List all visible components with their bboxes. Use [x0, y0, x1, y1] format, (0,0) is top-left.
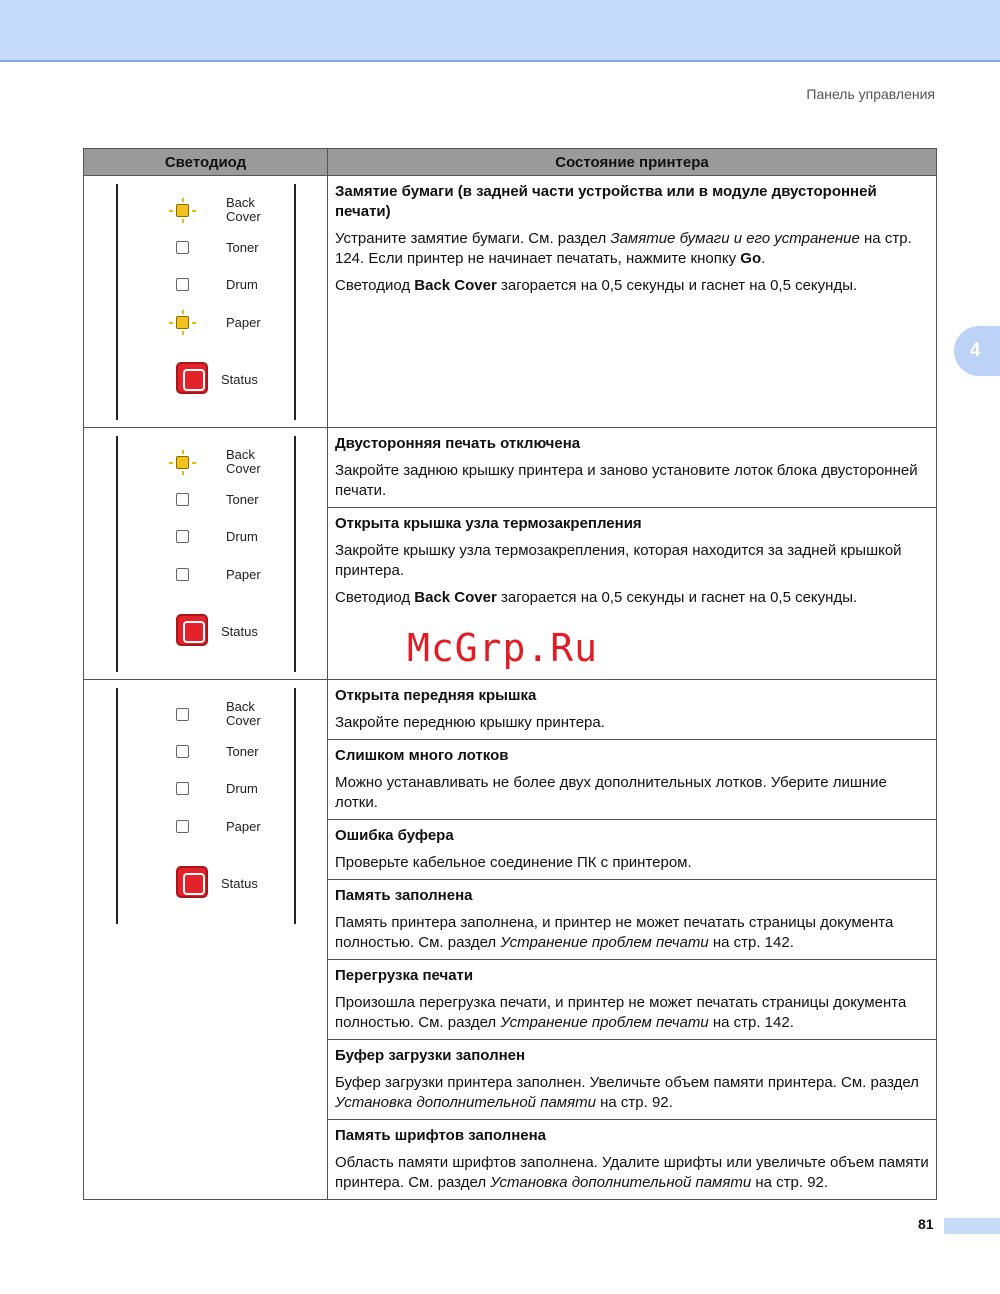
- drum-led-row: [176, 781, 258, 796]
- led-off-icon: [176, 568, 189, 581]
- state-title: Память шрифтов заполнена: [335, 1127, 547, 1144]
- state-title: Буфер загрузки заполнен: [335, 1047, 526, 1064]
- drum-led-row: [176, 277, 258, 292]
- paper-led-row: [176, 819, 261, 834]
- paper-led-row: [176, 315, 261, 330]
- state-description: Закройте заднюю крышку принтера и заново установите лоток блока двусторонней печати.: [335, 462, 918, 499]
- paper-label: Paper: [226, 315, 261, 330]
- toner-led-row: [176, 240, 259, 255]
- paper-led-row: [176, 567, 261, 582]
- led-panel-cell: [84, 680, 328, 1200]
- state-title: Перегрузка печати: [335, 967, 474, 984]
- led-off-icon: [176, 820, 189, 833]
- blinking-led-icon: [176, 316, 189, 329]
- led-off-icon: [176, 278, 189, 291]
- state-description: Произошла перегрузка печати, и принтер не может печатать страницы документа полностью. См. раздел Устранение проблем печати на стр. 142.: [335, 994, 907, 1031]
- state-description: Буфер загрузки принтера заполнен. Увеличьте объем памяти принтера. См. раздел Установка дополнительной памяти на стр. 92.: [335, 1074, 919, 1111]
- led-off-icon: [176, 493, 189, 506]
- state-description: Устраните замятие бумаги. См. раздел Замятие бумаги и его устранение на стр. 124. Если принтер не начинает печатать, нажмите кнопку Go.: [335, 230, 912, 267]
- led-panel-cell: [84, 176, 328, 428]
- back-cover-label: Back Cover: [226, 699, 261, 728]
- state-front-cover-open: [328, 680, 936, 740]
- back-cover-led-row: [176, 699, 261, 728]
- status-label: Status: [221, 624, 258, 639]
- led-off-icon: [176, 745, 189, 758]
- led-panel: [116, 436, 296, 678]
- state-note: Светодиод Back Cover загорается на 0,5 секунды и гаснет на 0,5 секунды.: [335, 277, 858, 294]
- toner-label: Toner: [226, 492, 259, 507]
- back-cover-label: Back Cover: [226, 195, 261, 224]
- state-title: Двусторонняя печать отключена: [335, 435, 581, 452]
- state-cell: [328, 176, 937, 428]
- state-description: Память принтера заполнена, и принтер не может печатать страницы документа полностью. См. раздел Устранение проблем печати на стр. 142.: [335, 914, 894, 951]
- state-description: Закройте крышку узла термозакрепления, которая находится за задней крышкой принтера.: [335, 542, 902, 579]
- top-band: [0, 0, 1000, 62]
- back-cover-led-row: [176, 447, 261, 476]
- state-description: Проверьте кабельное соединение ПК с принтером.: [335, 854, 692, 871]
- state-too-many-trays: [328, 740, 936, 820]
- state-description: Можно устанавливать не более двух дополнительных лотков. Уберите лишние лотки.: [335, 774, 887, 811]
- status-label: Status: [221, 372, 258, 387]
- paper-label: Paper: [226, 567, 261, 582]
- state-print-overrun: [328, 960, 936, 1040]
- led-off-icon: [176, 241, 189, 254]
- paper-label: Paper: [226, 819, 261, 834]
- state-font-full: [328, 1120, 936, 1199]
- section-title: Панель управления: [806, 86, 935, 102]
- led-off-icon: [176, 530, 189, 543]
- back-cover-led-row: [176, 195, 261, 224]
- state-title: Открыта передняя крышка: [335, 687, 537, 704]
- state-buffer-error: [328, 820, 936, 880]
- table-row: [84, 680, 937, 1200]
- led-panel: [116, 184, 296, 426]
- column-header-state: Состояние принтера: [328, 149, 937, 176]
- state-title: Ошибка буфера: [335, 827, 454, 844]
- page-number: 81: [918, 1216, 934, 1232]
- toner-led-row: [176, 744, 259, 759]
- status-led-icon: [176, 614, 208, 646]
- column-header-led: Светодиод: [84, 149, 328, 176]
- blinking-led-icon: [176, 456, 189, 469]
- led-panel: [116, 688, 296, 930]
- state-description: Область памяти шрифтов заполнена. Удалите шрифты или увеличьте объем памяти принтера. См. раздел Установка дополнительной памяти на стр. 92.: [335, 1154, 929, 1191]
- drum-label: Drum: [226, 781, 258, 796]
- state-title: Замятие бумаги (в задней части устройства или в модуле двусторонней печати): [335, 183, 877, 220]
- state-paper-jam-rear: [328, 176, 936, 302]
- state-download-full: [328, 1040, 936, 1120]
- drum-label: Drum: [226, 529, 258, 544]
- toner-led-row: [176, 492, 259, 507]
- toner-label: Toner: [226, 744, 259, 759]
- status-led-icon: [176, 866, 208, 898]
- state-fuser-cover-open: [328, 508, 936, 614]
- state-memory-full: [328, 880, 936, 960]
- state-description: Закройте переднюю крышку принтера.: [335, 714, 605, 731]
- led-off-icon: [176, 782, 189, 795]
- led-panel-cell: [84, 428, 328, 680]
- status-led-icon: [176, 362, 208, 394]
- state-title: Память заполнена: [335, 887, 473, 904]
- state-duplex-disabled: [328, 428, 936, 508]
- drum-label: Drum: [226, 277, 258, 292]
- state-note: Светодиод Back Cover загорается на 0,5 секунды и гаснет на 0,5 секунды.: [335, 589, 858, 606]
- state-cell: [328, 680, 937, 1200]
- back-cover-label: Back Cover: [226, 447, 261, 476]
- page-number-band: [944, 1218, 1000, 1234]
- watermark: McGrp.Ru: [407, 626, 599, 670]
- table-row: [84, 176, 937, 428]
- state-title: Слишком много лотков: [335, 747, 509, 764]
- led-off-icon: [176, 708, 189, 721]
- led-status-table: [83, 148, 937, 1200]
- chapter-tab: 4: [954, 326, 1000, 376]
- status-label: Status: [221, 876, 258, 891]
- drum-led-row: [176, 529, 258, 544]
- blinking-led-icon: [176, 204, 189, 217]
- state-title: Открыта крышка узла термозакрепления: [335, 515, 642, 532]
- toner-label: Toner: [226, 240, 259, 255]
